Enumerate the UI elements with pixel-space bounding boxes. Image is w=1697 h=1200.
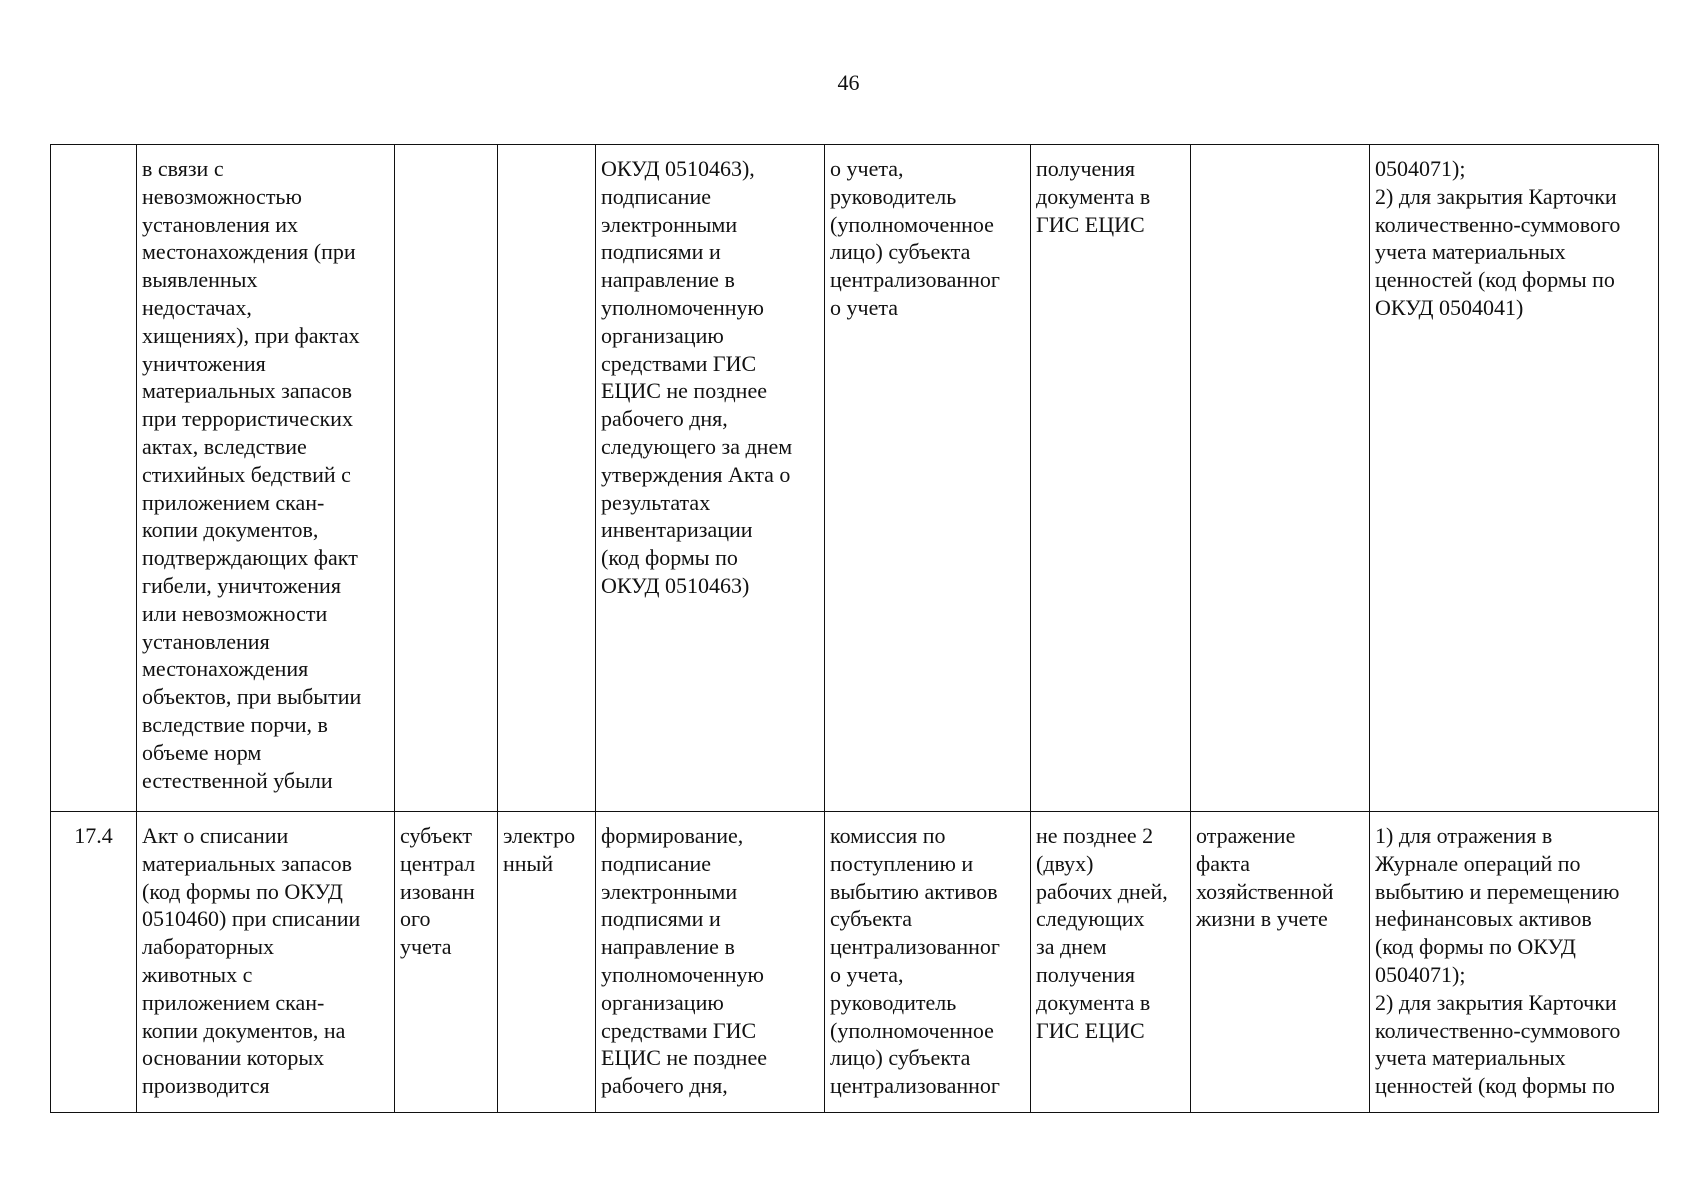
table-row: [51, 145, 1659, 812]
cell-responsible-party: [395, 145, 498, 812]
cell-purpose: [1191, 145, 1370, 812]
cell-usage: 1) для отражения в Журнале операций по выбытию и перемещению нефинансовых активов (код формы по ОКУД 0504071); 2) для закрытия Карточки количественно-суммового учета материальных ценностей (код формы по: [1370, 812, 1659, 1113]
cell-row-number: 17.4: [51, 812, 137, 1113]
cell-document-name: Акт о списании материальных запасов (код формы по ОКУД 0510460) при списании лабораторных животных с приложением скан- копии документов, на основании которых производится: [137, 812, 395, 1113]
cell-signatories: комиссия по поступлению и выбытию активов субъекта централизованног о учета, руководитель (уполномоченное лицо) субъекта централизованног: [825, 812, 1031, 1113]
cell-document-form: электро нный: [498, 812, 596, 1113]
cell-responsible-party: субъект централ изованн ого учета: [395, 812, 498, 1113]
table-row: [51, 812, 1659, 1113]
cell-procedure: ОКУД 0510463), подписание электронными подписями и направление в уполномоченную организацию средствами ГИС ЕЦИС не позднее рабочего дня, следующего за днем утверждения Акта о результатах инвентаризации (код формы по ОКУД 0510463): [596, 145, 825, 812]
cell-procedure: формирование, подписание электронными подписями и направление в уполномоченную организацию средствами ГИС ЕЦИС не позднее рабочего дня,: [596, 812, 825, 1113]
cell-deadline: получения документа в ГИС ЕЦИС: [1031, 145, 1191, 812]
cell-deadline: не позднее 2 (двух) рабочих дней, следующих за днем получения документа в ГИС ЕЦИС: [1031, 812, 1191, 1113]
cell-document-form: [498, 145, 596, 812]
cell-signatories: о учета, руководитель (уполномоченное лицо) субъекта централизованног о учета: [825, 145, 1031, 812]
cell-document-name: в связи с невозможностью установления их местонахождения (при выявленных недостачах, хищениях), при фактах уничтожения материальных запасов при террористических актах, вследствие стихийных бедствий с приложением скан- копии документов, подтверждающих факт гибели, уничтожения или невозможности установления местонахождения объектов, при выбытии вследствие порчи, в объеме норм естественной убыли: [137, 145, 395, 812]
cell-usage: 0504071); 2) для закрытия Карточки количественно-суммового учета материальных ценностей (код формы по ОКУД 0504041): [1370, 145, 1659, 812]
cell-row-number: [51, 145, 137, 812]
page-number: 46: [837, 70, 860, 95]
cell-purpose: отражение факта хозяйственной жизни в учете: [1191, 812, 1370, 1113]
document-table: [50, 144, 1659, 1113]
